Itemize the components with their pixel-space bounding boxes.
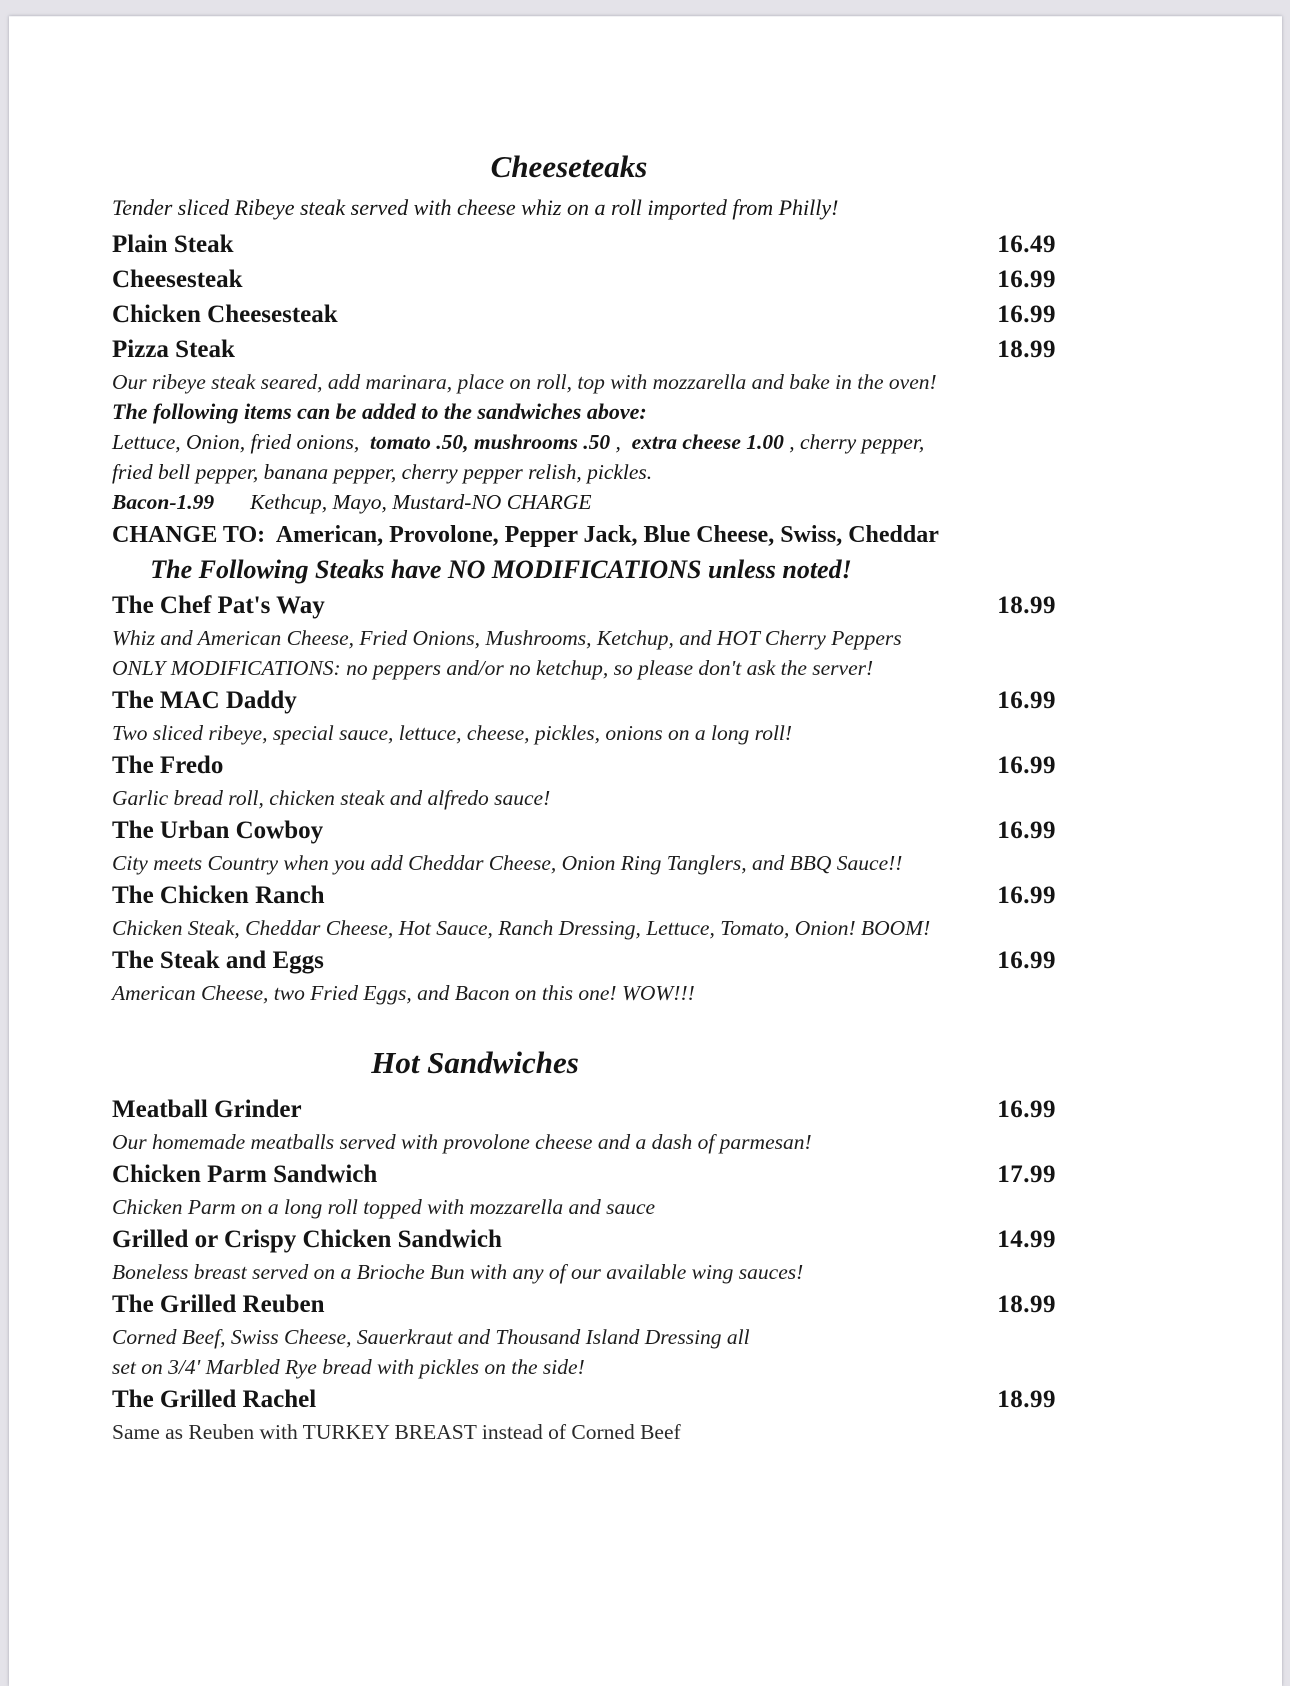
- item-name: The Urban Cowboy: [112, 817, 324, 844]
- bacon-price-text: Bacon-1.99: [112, 490, 215, 514]
- no-modifications-note: The Following Steaks have NO MODIFICATIONS unless noted!: [150, 555, 852, 584]
- menu-item-row: [112, 1382, 1056, 1417]
- addons-text: Lettuce, Onion, fried onions,: [112, 430, 370, 454]
- item-description: Two sliced ribeye, special sauce, lettuce, cheese, pickles, onions on a long roll!: [112, 721, 793, 745]
- bacon-line: [112, 487, 1056, 518]
- addons-heading: The following items can be added to the sandwiches above:: [112, 399, 647, 424]
- section-title-hot-sandwiches: Hot Sandwiches: [371, 1045, 579, 1080]
- item-price: 14.99: [997, 1226, 1056, 1253]
- item-description: Same as Reuben with TURKEY BREAST instead of Corned Beef: [112, 1420, 681, 1444]
- item-description: Corned Beef, Swiss Cheese, Sauerkraut and Thousand Island Dressing all: [112, 1325, 750, 1349]
- item-description: Our homemade meatballs served with provolone cheese and a dash of parmesan!: [112, 1130, 812, 1154]
- menu-item-row: [112, 297, 1056, 332]
- item-price: 16.99: [997, 752, 1056, 779]
- menu-item-row: [112, 748, 1056, 783]
- item-price: 16.99: [997, 947, 1056, 974]
- menu-item-row: [112, 1287, 1056, 1322]
- menu-item-row: [112, 943, 1056, 978]
- item-name: Meatball Grinder: [112, 1096, 302, 1123]
- item-name: The MAC Daddy: [112, 687, 297, 714]
- item-price: 18.99: [997, 336, 1056, 363]
- menu-item-row: [112, 683, 1056, 718]
- item-price: 16.99: [997, 301, 1056, 328]
- item-name: The Steak and Eggs: [112, 947, 324, 974]
- item-name: Pizza Steak: [112, 336, 235, 363]
- section-intro: Tender sliced Ribeye steak served with cheese whiz on a roll imported from Philly!: [112, 195, 839, 220]
- item-name: Chicken Parm Sandwich: [112, 1161, 378, 1188]
- item-price: 18.99: [997, 1386, 1056, 1413]
- menu-item-row: [112, 1157, 1056, 1192]
- item-description: Boneless breast served on a Brioche Bun with any of our available wing sauces!: [112, 1260, 804, 1284]
- item-description-line2: ONLY MODIFICATIONS: no peppers and/or no ketchup, so please don't ask the server!: [112, 656, 874, 680]
- item-description: Chicken Steak, Cheddar Cheese, Hot Sauce, Ranch Dressing, Lettuce, Tomato, Onion! BOOM!: [112, 916, 931, 940]
- item-name: Cheesesteak: [112, 266, 243, 293]
- section-title-cheeseteaks: Cheeseteaks: [490, 149, 648, 184]
- addons-separator: ,: [610, 430, 632, 454]
- item-price: 16.99: [997, 266, 1056, 293]
- item-price: 16.99: [997, 687, 1056, 714]
- addons-line-2: fried bell pepper, banana pepper, cherry pepper relish, pickles.: [112, 460, 653, 484]
- menu-item-row: [112, 878, 1056, 913]
- item-description: Our ribeye steak seared, add marinara, place on roll, top with mozzarella and bake in the oven!: [112, 370, 937, 394]
- item-price: 17.99: [997, 1161, 1056, 1188]
- addons-text-end: , cherry pepper,: [783, 430, 925, 454]
- menu-item-row: [112, 588, 1056, 623]
- item-name: The Chicken Ranch: [112, 882, 325, 909]
- menu-item-row: [112, 813, 1056, 848]
- item-name: Plain Steak: [112, 231, 234, 258]
- menu-item-row: [112, 1222, 1056, 1257]
- item-description-line2: set on 3/4' Marbled Rye bread with pickles on the side!: [112, 1355, 585, 1379]
- item-name: Chicken Cheesesteak: [112, 301, 338, 328]
- item-name: The Chef Pat's Way: [112, 592, 325, 619]
- item-price: 16.49: [997, 231, 1056, 258]
- no-charge-text: Kethcup, Mayo, Mustard-NO CHARGE: [250, 490, 592, 514]
- item-price: 16.99: [997, 817, 1056, 844]
- addons-bold-tomato-mushrooms: tomato .50, mushrooms .50: [369, 430, 611, 454]
- scanned-menu-page: [9, 16, 1282, 1686]
- item-description: Garlic bread roll, chicken steak and alfredo sauce!: [112, 786, 551, 810]
- item-description: Chicken Parm on a long roll topped with mozzarella and sauce: [112, 1195, 656, 1219]
- item-name: Grilled or Crispy Chicken Sandwich: [112, 1226, 502, 1253]
- addons-bold-extra-cheese: extra cheese 1.00: [631, 430, 784, 454]
- addons-line-1: [112, 427, 1056, 457]
- menu-item-row: [112, 262, 1056, 297]
- item-description: City meets Country when you add Cheddar Cheese, Onion Ring Tanglers, and BBQ Sauce!!: [112, 851, 903, 875]
- item-price: 16.99: [997, 882, 1056, 909]
- menu-item-row: [112, 1092, 1056, 1127]
- item-price: 18.99: [997, 1291, 1056, 1318]
- item-description: American Cheese, two Fried Eggs, and Bacon on this one! WOW!!!: [112, 981, 695, 1005]
- item-price: 16.99: [997, 1096, 1056, 1123]
- menu-content: [112, 16, 1056, 1447]
- item-name: The Grilled Reuben: [112, 1291, 325, 1318]
- item-name: The Grilled Rachel: [112, 1386, 317, 1413]
- change-to-line: CHANGE TO: American, Provolone, Pepper Jack, Blue Cheese, Swiss, Cheddar: [112, 522, 939, 548]
- item-description: Whiz and American Cheese, Fried Onions, Mushrooms, Ketchup, and HOT Cherry Peppers: [112, 626, 902, 650]
- item-name: The Fredo: [112, 752, 224, 779]
- menu-item-row: [112, 227, 1056, 262]
- item-price: 18.99: [997, 592, 1056, 619]
- menu-item-row: [112, 332, 1056, 367]
